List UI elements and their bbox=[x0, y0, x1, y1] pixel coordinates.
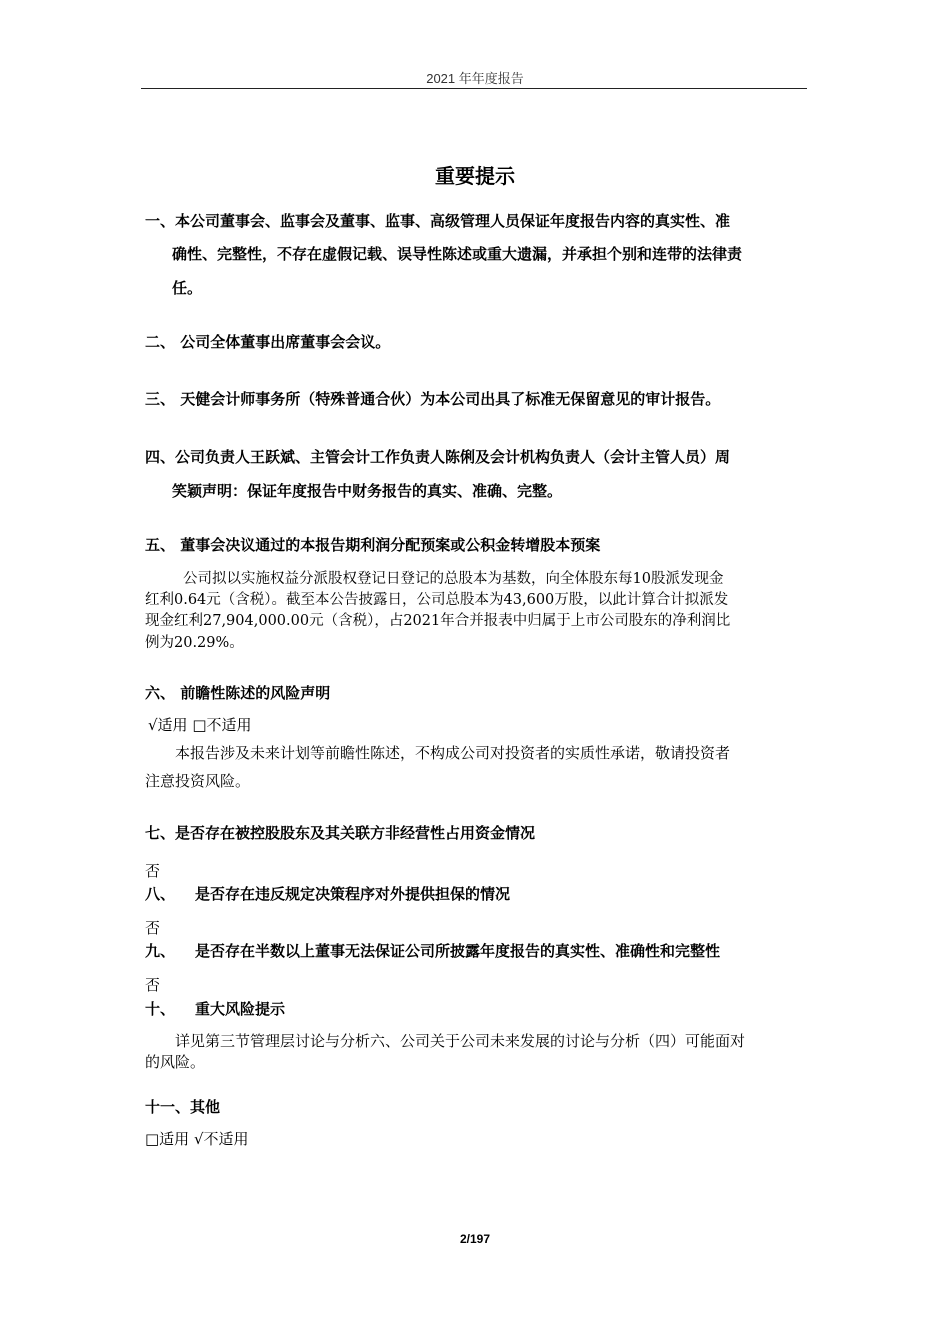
item5-line3: 现金红利27,904,000.00元（含税），占2021年合并报表中归属于上市公司股东的净利润比 bbox=[145, 613, 731, 629]
page-number: 2/197 bbox=[459, 1232, 491, 1246]
item6-line1: 本报告涉及未来计划等前瞻性陈述，不构成公司对投资者的实质性承诺，敬请投资者 bbox=[175, 744, 731, 762]
item8-number: 八、 bbox=[145, 885, 176, 903]
item5-line2: 红利0.64元（含税）。截至本公告披露日，公司总股本为43,600万股，以此计算合计拟派发 bbox=[145, 592, 729, 608]
item9-answer: 否 bbox=[145, 976, 161, 994]
item5-line1: 公司拟以实施权益分派股权登记日登记的总股本为基数，向全体股东每10股派发现金 bbox=[183, 571, 724, 587]
item1-line3: 任。 bbox=[172, 279, 203, 297]
item6-options: √适用 □不适用 bbox=[148, 716, 252, 734]
item7-answer: 否 bbox=[145, 862, 161, 880]
item9-heading: 是否存在半数以上董事无法保证公司所披露年度报告的真实性、准确性和完整性 bbox=[195, 942, 721, 960]
item7-heading: 七、是否存在被控股股东及其关联方非经营性占用资金情况 bbox=[145, 824, 536, 842]
item8-answer: 否 bbox=[145, 919, 161, 937]
item2-text: 二、 公司全体董事出席董事会会议。 bbox=[145, 333, 391, 351]
item5-line4: 例为20.29%。 bbox=[145, 635, 244, 651]
header-divider bbox=[141, 88, 807, 89]
item1-line2: 确性、完整性，不存在虚假记载、误导性陈述或重大遗漏，并承担个别和连带的法律责 bbox=[172, 245, 743, 263]
item10-line1: 详见第三节管理层讨论与分析六、公司关于公司未来发展的讨论与分析（四）可能面对 bbox=[175, 1032, 746, 1050]
item4-line2: 笑颖声明：保证年度报告中财务报告的真实、准确、完整。 bbox=[172, 482, 563, 500]
item5-heading: 五、 董事会决议通过的本报告期利润分配预案或公积金转增股本预案 bbox=[145, 536, 601, 554]
item6-line2: 注意投资风险。 bbox=[145, 772, 251, 790]
item6-heading: 六、 前瞻性陈述的风险声明 bbox=[145, 684, 331, 702]
item11-heading: 十一、其他 bbox=[145, 1098, 221, 1116]
item10-number: 十、 bbox=[145, 1000, 176, 1018]
item3-text: 三、 天健会计师事务所（特殊普通合伙）为本公司出具了标准无保留意见的审计报告。 bbox=[145, 390, 721, 408]
report-header: 2021 年年度报告 bbox=[426, 71, 524, 86]
item11-options: □适用 √不适用 bbox=[145, 1130, 249, 1148]
item10-line2: 的风险。 bbox=[145, 1053, 206, 1071]
item1-line1: 一、本公司董事会、监事会及董事、监事、高级管理人员保证年度报告内容的真实性、准 bbox=[145, 212, 731, 230]
item10-heading: 重大风险提示 bbox=[195, 1000, 286, 1018]
page-title: 重要提示 bbox=[435, 164, 515, 188]
item9-number: 九、 bbox=[145, 942, 176, 960]
item4-line1: 四、公司负责人王跃斌、主管会计工作负责人陈俐及会计机构负责人（会计主管人员）周 bbox=[145, 448, 731, 466]
item8-heading: 是否存在违反规定决策程序对外提供担保的情况 bbox=[195, 885, 511, 903]
